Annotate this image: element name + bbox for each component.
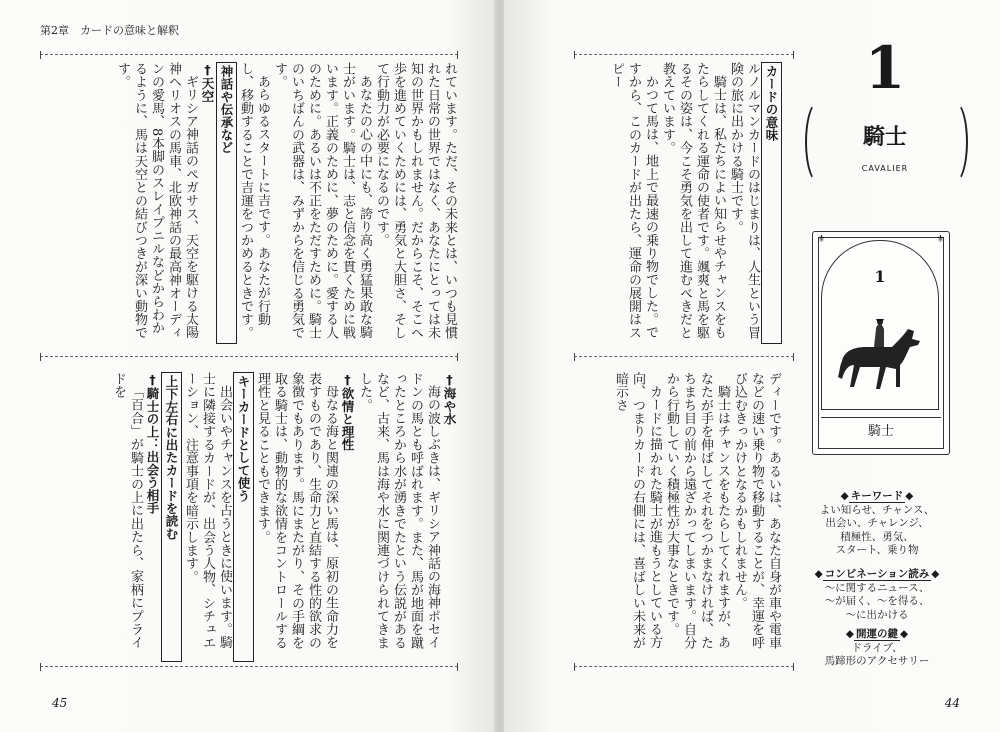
- paragraph: 出会いやチャンスを占うときに使います。騎士に隣接するカードが、出会う人物、シチュエーション、注意事項を暗示します。: [183, 372, 232, 650]
- keyword-box: [812, 490, 942, 558]
- paragraph: かつて馬は、地上で最速の乗り物でした。ですから、このカードが出たら、運命の展開はスピー: [609, 62, 658, 340]
- keyword-line: 積極性、勇気、: [840, 530, 914, 543]
- page-number-right: 44: [944, 696, 960, 710]
- keyword-title: ◆ キーワード ◆: [840, 490, 914, 502]
- card-illustration: [812, 231, 950, 455]
- section-divider: [40, 54, 458, 55]
- keyword-line: 出会い、チャレンジ、: [825, 517, 929, 529]
- luck-title: ◆ 開運の鍵 ◆: [845, 628, 909, 640]
- section-heading: カードの意味: [761, 62, 782, 344]
- combination-line: 〜に出かける: [845, 608, 909, 621]
- left-bottom-body: [110, 372, 458, 662]
- section-heading: キーカードとして使う: [233, 372, 254, 662]
- card-illustration-number: 1: [874, 267, 886, 286]
- paragraph: 海の波しぶきは、ギリシア神話の海神ポセイドンの馬とも呼ばれます。また、馬が地面を蹴ったところから水が湧きでたという伝説があるなど、古来、馬は海や水に関連づけられてきました。: [357, 372, 440, 650]
- paragraph: 「百合」が騎士の上に出たら、家柄にプライドを: [111, 372, 143, 649]
- paragraph: カードに描かれた騎士が進もうとしている方向、つまりカードの右側には、喜ばしい未来が暗示さ: [613, 372, 662, 650]
- paragraph: 騎士はチャンスをもたらしてくれますが、あなたが手を伸ばしてそれをつかまなければ、たちまち目の前から遠ざかってしまいます。自分から行動していく積極性が大事なときです。: [664, 372, 730, 650]
- paragraph: あらゆるスタートに吉です。あなたが行動し、移動することで吉運をつかめるときです。: [238, 62, 270, 340]
- sub-heading: †欲情と理性: [340, 372, 355, 451]
- card-illustration-label: 騎士: [821, 417, 941, 446]
- sub-heading: †天空: [200, 62, 215, 103]
- fleur-icon: ⚜: [817, 234, 826, 245]
- paragraph: ディーです。あるいは、あなた自身が車や電車などの速い乗り物で移動することが、幸運を呼び込むきっかけとなるかもしれません。: [732, 372, 781, 650]
- luck-line: 馬蹄形のアクセサリー: [824, 655, 930, 667]
- luck-line: ドライブ、: [851, 641, 903, 654]
- section-divider: [574, 54, 794, 55]
- combination-line: 〜に関するニュース、: [824, 581, 930, 594]
- combination-title: ◆ コンビネーション読み ◆: [814, 568, 940, 580]
- fleur-icon: ⚜: [936, 234, 945, 245]
- section-divider: [40, 666, 458, 667]
- card-arch: [821, 240, 939, 410]
- left-top-body: [114, 62, 458, 344]
- card-name-en: CAVALIER: [861, 164, 909, 173]
- combination-line: 〜が届く、〜を得る、: [824, 595, 930, 607]
- section-divider: [574, 666, 794, 667]
- paragraph: ギリシア神話のペガサス、天空を駆ける太陽神ヘリオスの馬車、北欧神話の最高神オーディンの愛馬、8本脚のスレイプニルなどからわかるように、馬は天空との結びつきが深い動物です。: [115, 62, 198, 340]
- card-number: 1: [864, 34, 906, 102]
- sub-heading: †騎士の上：出会う相手: [145, 372, 160, 515]
- sub-heading: †海や水: [442, 372, 457, 426]
- card-name: 騎士: [862, 124, 907, 150]
- paragraph: ルノルマンカードのはじまりは、人生という冒険の旅に出かける騎士です。: [728, 62, 760, 340]
- right-bottom-body: [612, 372, 782, 662]
- section-divider: [40, 356, 458, 357]
- chapter-header: 第2章 カードの意味と解釈: [40, 24, 179, 37]
- paragraph: れています。ただ、その未来とは、いつも見慣れた日常の世界ではなく、あなたにとっては未知の世界かもしれません。だからこそ、そこへ歩を進めていくためには、勇気と大胆さ、そして行動力が必要になるのです。: [374, 62, 457, 340]
- keyword-line: よい知らせ、チャンス、: [819, 503, 935, 516]
- left-page: [0, 0, 496, 732]
- keyword-line: スタート、乗り物: [835, 544, 919, 556]
- section-heading: 上下左右に出たカードを読む: [161, 372, 182, 662]
- paragraph: 母なる海と関連の深い馬は、原初の生命力を表すものであり、生命力と直結する性的欲求の象徴でもあります。馬にまたがり、その手綱を取る騎士は、動物的な欲情をコントロールする理性と見ることもできます。: [255, 372, 338, 650]
- right-top-body: [608, 62, 782, 344]
- horse-rider-icon: [834, 317, 928, 397]
- section-divider: [574, 356, 794, 357]
- section-heading: 神話や伝承など: [216, 62, 237, 344]
- paragraph: あなたの心の中にも、誇り高く勇猛果敢な騎士がいます。騎士は、志と信念を貫くために戦います。正義のために、夢のために。愛する人のために。あるいは不正をただすために。騎士のいちばんの武器は、みずからを信じる勇気です。: [272, 62, 372, 340]
- page-number-left: 45: [52, 696, 68, 710]
- paragraph: 騎士は、私たちによい知らせやチャンスをもたらしてくれる運命の使者です。颯爽と馬を駆るその姿は、今こそ勇気を出して進むべきだと教えています。: [660, 62, 726, 340]
- combination-box: [812, 568, 942, 622]
- luck-box: [812, 628, 942, 669]
